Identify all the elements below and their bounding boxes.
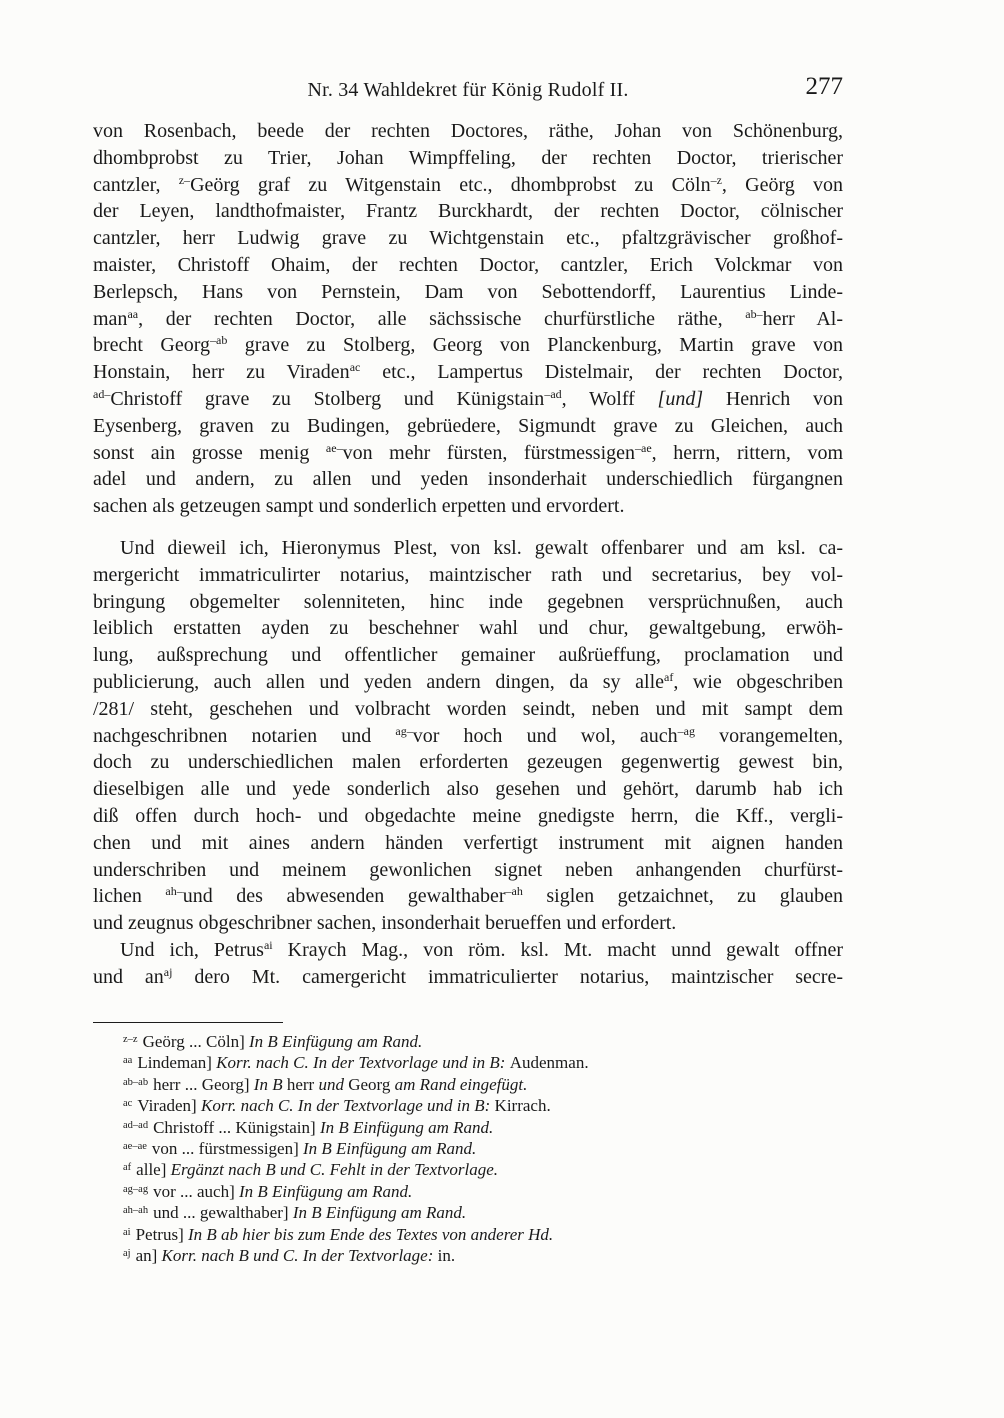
text-run: herr ... Georg]	[153, 1074, 254, 1094]
text-run: man	[93, 307, 128, 330]
italic-text: Ergänzt nach B und C. Fehlt in der Textvorlage.	[170, 1160, 498, 1180]
text-line	[93, 252, 843, 279]
text-run: bringung obgemelter solenniteten, hinc inde gegebnen versprüchnußen, auch	[93, 590, 843, 613]
superscript-note-ref: –ab	[210, 333, 228, 348]
text-run: von ... fürstmessigen]	[151, 1139, 303, 1159]
italic-text: am Rand eingefügt.	[394, 1074, 528, 1094]
footnote	[93, 1095, 853, 1116]
text-run: Viraden]	[137, 1096, 201, 1116]
superscript-note-ref: z–	[178, 172, 191, 187]
text-run: Audenman.	[509, 1053, 589, 1073]
footnote-marker: ai	[123, 1226, 131, 1238]
text-run: nachgeschribnen notarien und	[93, 724, 396, 747]
page-number: 277	[805, 73, 843, 100]
text-run: maister, Christoff Ohaim, der rechten Doctor, cantzler, Erich Volckmar von	[93, 253, 843, 276]
text-line	[93, 696, 843, 723]
body-text	[93, 118, 843, 991]
text-line	[93, 937, 843, 964]
footnote	[93, 1138, 853, 1159]
text-run: lichen	[93, 885, 166, 908]
text-run: doch zu underschiedlichen malen erforderten gezeugen gegenwertig gewest bin,	[93, 751, 843, 774]
italic-text: In B ab hier bis zum Ende des Textes von anderer Hd.	[188, 1224, 554, 1244]
footnote-marker: aj	[123, 1248, 131, 1260]
text-run: etc., Lampertus Distelmair, der rechten Doctor,	[360, 361, 843, 384]
text-run: publicierung, auch allen und yeden andern dingen, da sy alle	[93, 670, 664, 693]
text-line	[93, 883, 843, 910]
text-run: dhombprobst zu Trier, Johan Wimpffeling, der rechten Doctor, trierischer	[93, 146, 843, 169]
paragraph	[93, 118, 843, 520]
text-run: und des abwesenden gewalthaber	[182, 885, 506, 908]
text-run: Honstain, herr zu Viraden	[93, 361, 350, 384]
text-run: Und ich, Petrus	[120, 938, 264, 961]
text-run: siglen getzaichnet, zu glauben	[522, 885, 844, 908]
text-run: Geörg ... Cöln]	[142, 1032, 249, 1051]
superscript-note-ref: ag–	[395, 723, 413, 738]
italic-text: und	[318, 1074, 349, 1094]
paragraph	[93, 937, 843, 991]
text-run: underschriben und meinem gewonlichen signet neben anhangenden churfürst-	[93, 858, 843, 881]
text-run: leiblich erstatten ayden zu beschehner wahl und chur, gewaltgebung, erwöh-	[93, 617, 843, 640]
footnote-marker: z–z	[123, 1034, 138, 1045]
italic-text: Korr. nach C. In der Textvorlage und in B:	[216, 1053, 510, 1073]
footnotes-list	[93, 1031, 853, 1266]
text-line	[93, 466, 843, 493]
text-run: grave zu Stolberg, Georg von Planckenburg, Martin grave von	[227, 334, 844, 357]
text-line	[93, 669, 843, 696]
text-line	[93, 642, 843, 669]
superscript-note-ref: aa	[127, 306, 139, 321]
text-run: herr	[286, 1074, 319, 1094]
text-run: Berlepsch, Hans von Pernstein, Dam von Sebottendorff, Laurentius Linde-	[93, 280, 843, 303]
text-line	[93, 359, 843, 386]
text-line	[93, 562, 843, 589]
italic-text: [und]	[657, 387, 704, 410]
text-run: alle]	[136, 1160, 171, 1180]
footnote	[93, 1181, 853, 1202]
text-run: sonst ain grosse menig	[93, 441, 326, 464]
paragraph	[93, 535, 843, 937]
text-run: vor hoch und wol, auch	[412, 724, 678, 747]
superscript-note-ref: aj	[163, 964, 173, 979]
text-run: vorangemelten,	[695, 724, 843, 747]
text-run: /281/ steht, geschehen und volbracht worden seindt, neben und mit sampt dem	[93, 697, 843, 720]
text-line	[93, 440, 843, 467]
italic-text: In B Einfügung am Rand.	[248, 1032, 423, 1051]
superscript-note-ref: –ag	[677, 723, 695, 738]
text-run: cantzler, herr Ludwig grave zu Wichtgenstain etc., pfaltzgrävischer großhof-	[93, 227, 843, 250]
footnote-marker: ac	[123, 1098, 133, 1110]
text-run: chen und mit aines andern händen verfertigt instrument mit aignen handen	[93, 831, 843, 854]
page-title: Nr. 34 Wahldekret für König Rudolf II.	[307, 79, 629, 101]
superscript-note-ref: ac	[349, 360, 361, 375]
text-run: Kraych Mag., von röm. ksl. Mt. macht unnd gewalt offner	[272, 938, 843, 961]
text-line	[93, 386, 843, 413]
footnote	[93, 1224, 853, 1245]
footnote-marker: ab–ab	[123, 1076, 149, 1088]
text-run: , herrn, rittern, vom	[651, 441, 843, 464]
superscript-note-ref: ab–	[745, 306, 763, 321]
text-run: Petrus]	[135, 1224, 188, 1244]
text-run: in.	[437, 1246, 456, 1266]
superscript-note-ref: –ae	[635, 440, 652, 455]
text-run: Eysenberg, graven zu Budingen, gebrüedere, Sigmundt grave zu Gleichen, auch	[93, 414, 843, 437]
text-run: mergericht immatriculirter notarius, maintzischer rath und secretarius, bey vol-	[93, 563, 843, 586]
text-line	[93, 493, 843, 520]
footnote	[93, 1202, 853, 1223]
text-line	[93, 279, 843, 306]
text-line	[93, 964, 843, 991]
superscript-note-ref: ad–	[93, 386, 111, 401]
footnote-marker: ag–ag	[123, 1183, 149, 1195]
footnote	[93, 1159, 853, 1180]
text-line	[93, 749, 843, 776]
footnote	[93, 1245, 853, 1266]
text-run: Lindeman]	[137, 1053, 217, 1073]
text-line	[93, 776, 843, 803]
text-run: und an	[93, 965, 164, 988]
text-run: sachen als getzeugen sampt und sonderlich erpetten und ervordert.	[93, 495, 625, 518]
text-run: Christoff ... Künigstain]	[153, 1117, 320, 1137]
text-run: herr Al-	[762, 307, 843, 330]
superscript-note-ref: ae–	[325, 440, 343, 455]
text-line	[93, 615, 843, 642]
footnote-rule	[93, 1022, 283, 1023]
text-line	[93, 830, 843, 857]
text-line	[93, 198, 843, 225]
text-run: adel und andern, zu allen und yeden insonderhait underschiedlich fürgangnen	[93, 468, 843, 491]
footnote	[93, 1052, 853, 1073]
footnote-marker: ad–ad	[123, 1119, 149, 1131]
footnote-marker: ah–ah	[123, 1205, 149, 1217]
text-run: und ... gewalthaber]	[153, 1203, 293, 1223]
text-line	[93, 413, 843, 440]
text-run: brecht Georg	[93, 334, 211, 357]
footnote-marker: af	[123, 1162, 132, 1174]
text-run: Und dieweil ich, Hieronymus Plest, von ksl. gewalt offenbarer und am ksl. ca-	[120, 536, 843, 559]
footnote-marker: ae–ae	[123, 1141, 147, 1153]
text-run: Geörg graf zu Witgenstain etc., dhombprobst zu Cöln	[190, 173, 711, 196]
text-run: dero Mt. camergericht immatriculierter notarius, maintzischer secre-	[172, 965, 843, 988]
superscript-note-ref: af	[664, 669, 674, 684]
text-line	[93, 803, 843, 830]
superscript-note-ref: –ad	[544, 386, 562, 401]
text-line	[93, 723, 843, 750]
text-run: Christoff grave zu Stolberg und Künigstain	[110, 387, 545, 410]
text-run: , der rechten Doctor, alle sächssische churfürstliche räthe,	[138, 307, 746, 330]
italic-text: In B Einfügung am Rand.	[319, 1117, 494, 1137]
text-run: und zeugnus obgeschribner sachen, insonderhait berueffen und erfordert.	[93, 912, 677, 935]
text-run: von mehr fürsten, fürstmessigen	[342, 441, 636, 464]
text-run: an]	[135, 1246, 162, 1266]
text-line	[93, 118, 843, 145]
italic-text: In B Einfügung am Rand.	[239, 1181, 413, 1201]
superscript-note-ref: ah–	[165, 884, 183, 899]
footnote	[93, 1031, 853, 1052]
text-run: cantzler,	[93, 173, 179, 196]
text-line	[93, 172, 843, 199]
text-run: , wie obgeschriben	[673, 670, 843, 693]
text-run: , Geörg von	[721, 173, 844, 196]
text-run: vor ... auch]	[153, 1181, 239, 1201]
header	[93, 73, 843, 106]
footnote-marker: aa	[123, 1055, 133, 1067]
text-line	[93, 857, 843, 884]
text-line	[93, 910, 843, 937]
text-run: lung, außsprechung und offentlicher gemainer außrüeffung, proclamation und	[93, 644, 843, 667]
text-run: Kirrach.	[494, 1096, 551, 1116]
text-line	[93, 306, 843, 333]
footnote	[93, 1117, 853, 1138]
text-run: Georg	[348, 1074, 395, 1094]
text-line	[93, 225, 843, 252]
text-line	[93, 535, 843, 562]
text-line	[93, 332, 843, 359]
italic-text: Korr. nach C. In der Textvorlage und in B:	[200, 1096, 495, 1116]
text-line	[93, 589, 843, 616]
superscript-note-ref: –ah	[505, 884, 523, 899]
text-run: dieselbigen alle und yede sonderlich also gesehen und gehört, darumb hab ich	[93, 778, 843, 801]
text-run: Henrich von	[703, 387, 843, 410]
superscript-note-ref: –z	[710, 172, 722, 187]
text-run: diß offen durch hoch- und obgedachte meine gnedigste herrn, die Kff., vergli-	[93, 804, 843, 827]
text-run: , Wolff	[561, 387, 658, 410]
text-run: der Leyen, landthofmaister, Frantz Burckhardt, der rechten Doctor, cölnischer	[93, 200, 843, 223]
italic-text: Korr. nach B und C. In der Textvorlage:	[161, 1246, 438, 1266]
text-run: von Rosenbach, beede der rechten Doctores, räthe, Johan von Schönenburg,	[93, 120, 843, 142]
italic-text: In B Einfügung am Rand.	[292, 1203, 467, 1223]
superscript-note-ref: ai	[263, 937, 273, 952]
italic-text: In B Einfügung am Rand.	[303, 1139, 477, 1159]
text-line	[93, 145, 843, 172]
footnote	[93, 1074, 853, 1095]
italic-text: In B	[253, 1074, 287, 1094]
